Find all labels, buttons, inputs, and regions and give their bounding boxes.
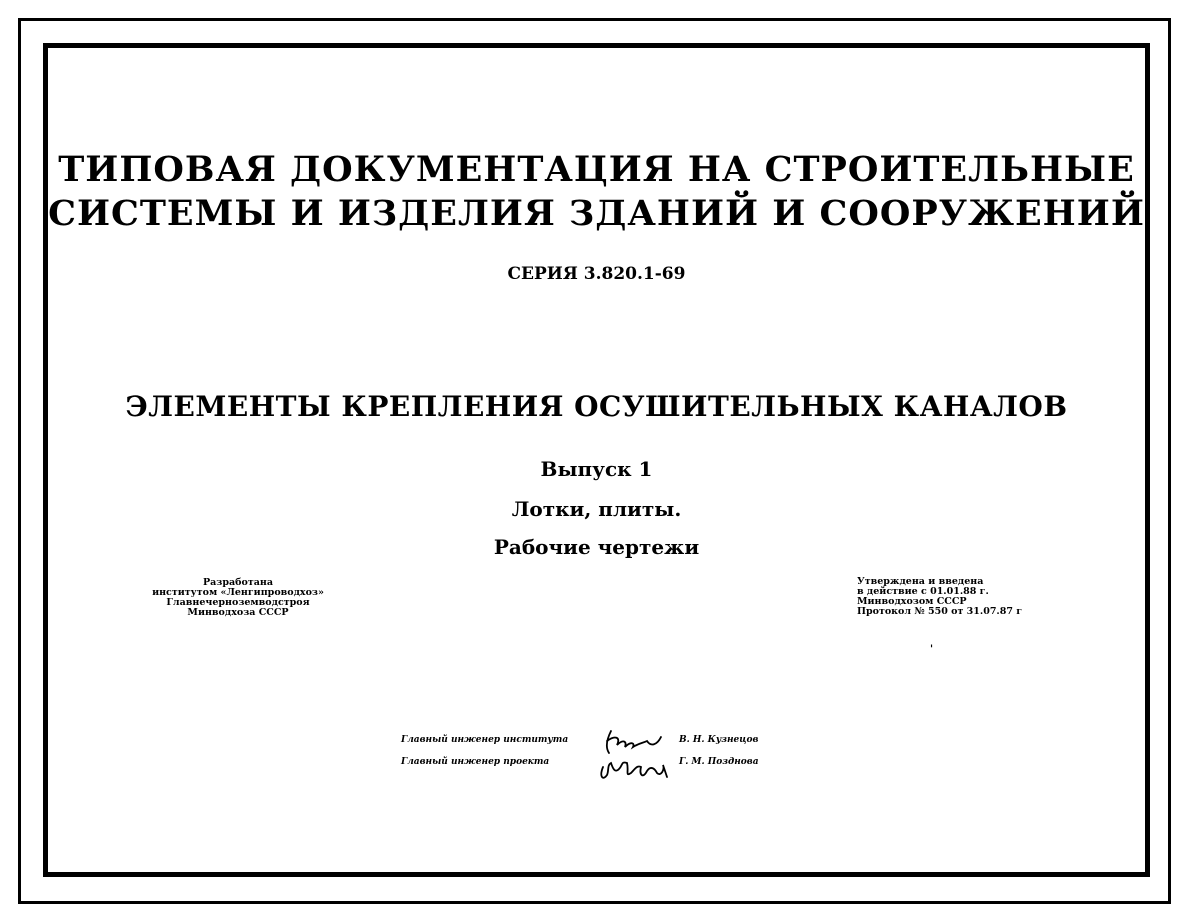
signature-name: Г. М. Позднова xyxy=(679,757,759,767)
developer-line: Разработана xyxy=(203,577,273,588)
developer-line: Минводхоза СССР xyxy=(187,607,289,618)
items-description: Лотки, плиты. xyxy=(511,497,682,521)
approval-line: Протокол № 550 от 31.07.87 г xyxy=(857,606,1023,617)
drawings-type: Рабочие чертежи xyxy=(493,535,700,559)
developer-block xyxy=(133,578,343,618)
approval-line: Минводхозом СССР xyxy=(857,596,967,607)
approval-block xyxy=(857,577,1022,617)
approval-line: Утверждена и введена xyxy=(857,576,984,587)
document-title-line-1: ТИПОВАЯ ДОКУМЕНТАЦИЯ НА СТРОИТЕЛЬНЫЕ xyxy=(58,149,1135,190)
signatures-block xyxy=(401,725,801,785)
signature-name: В. Н. Кузнецов xyxy=(679,735,759,745)
signature-role: Главный инженер института xyxy=(401,735,569,745)
handwritten-signatures xyxy=(597,725,677,785)
approval-mark: ' xyxy=(930,644,934,655)
issue-number: Выпуск 1 xyxy=(540,457,653,481)
developer-line: Главнечерноземводстроя xyxy=(166,597,310,608)
signature-role: Главный инженер проекта xyxy=(401,757,550,767)
approval-line: в действие с 01.01.88 г. xyxy=(857,586,989,597)
developer-line: институтом «Ленгипроводхоз» xyxy=(152,587,324,598)
element-title: ЭЛЕМЕНТЫ КРЕПЛЕНИЯ ОСУШИТЕЛЬНЫХ КАНАЛОВ xyxy=(125,390,1068,423)
series-number: СЕРИЯ 3.820.1-69 xyxy=(507,264,686,284)
document-title-line-2: СИСТЕМЫ И ИЗДЕЛИЯ ЗДАНИЙ И СООРУЖЕНИЙ xyxy=(48,193,1145,234)
